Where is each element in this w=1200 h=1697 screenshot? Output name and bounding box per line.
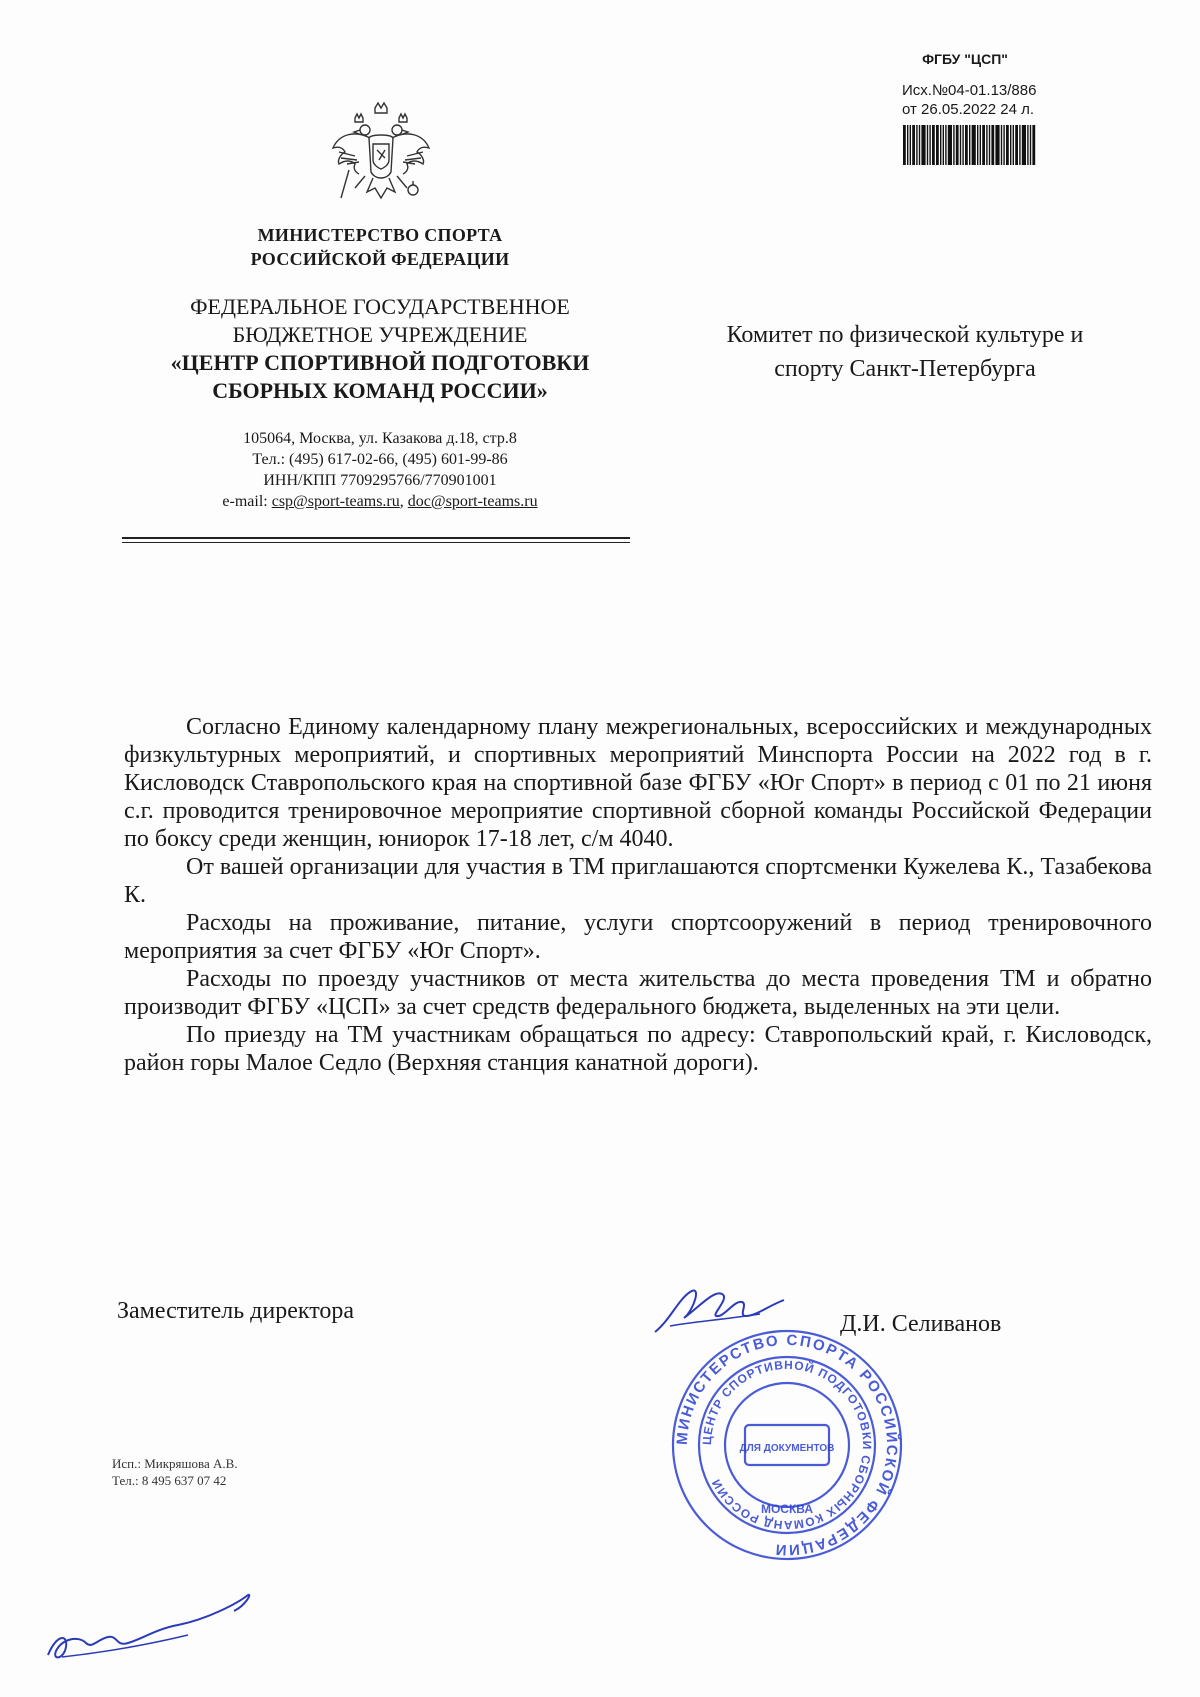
barcode-bar — [986, 125, 987, 165]
org-name-line-1: «ЦЕНТР СПОРТИВНОЙ ПОДГОТОВКИ — [170, 350, 590, 375]
seal-inner-text: ЦЕНТР СПОРТИВНОЙ ПОДГОТОВКИ СБОРНЫХ КОМАНД РОССИИ — [699, 1357, 875, 1533]
barcode-bar — [932, 125, 935, 165]
director-signature — [650, 1270, 790, 1350]
recipient-block — [680, 318, 1130, 386]
email-link-2[interactable]: doc@sport-teams.ru — [407, 493, 538, 510]
org-line-2: БЮДЖЕТНОЕ УЧРЕЖДЕНИЕ — [232, 322, 528, 347]
handwritten-signature — [38, 1585, 258, 1675]
seal-center-text: ДЛЯ ДОКУМЕНТОВ — [739, 1443, 835, 1454]
executor-phone: Тел.: 8 495 637 07 42 — [112, 1473, 227, 1488]
ministry-line-2: РОССИЙСКОЙ ФЕДЕРАЦИИ — [250, 249, 510, 269]
contact-block — [110, 428, 650, 512]
body-paragraph-1: Согласно Единому календарному плану межрегиональных, всероссийских и международных физкультурных мероприятий, и спортивных мероприятий Минспорта России на 2022 год в г. Кисловодск Ставропольского края на спортивной базе ФГБУ «Юг Спорт» в период с 01 по 21 июня с.г. проводится тренировочное мероприятие спортивной сборной команды Российской Федерации по боксу среди женщин, юниорок 17-18 лет, с/м 4040. — [124, 714, 1152, 852]
barcode-bar — [921, 125, 925, 165]
executor-block — [112, 1455, 238, 1489]
barcode-bar — [912, 125, 915, 165]
registration-stamp — [880, 50, 1050, 119]
postal-address: 105064, Москва, ул. Казакова д.18, стр.8 — [243, 430, 517, 447]
barcode-bar — [1015, 125, 1018, 165]
barcode-bar — [965, 125, 968, 165]
barcode-bar — [989, 125, 990, 165]
barcode-bar — [977, 125, 978, 165]
barcode-bar — [903, 125, 906, 165]
barcode-bar — [1030, 125, 1031, 165]
barcode-bar — [1001, 125, 1002, 165]
barcode-bar — [943, 125, 944, 165]
barcode-icon — [903, 125, 1045, 165]
body-paragraph-4: Расходы по проезду участников от места жительства до места проведения ТМ и обратно производит ФГБУ «ЦСП» за счет средств федерального бюджета, выделенных на эти цели. — [124, 966, 1152, 1020]
barcode-bar — [956, 125, 959, 165]
barcode-bar — [929, 125, 930, 165]
barcode-bar — [907, 125, 908, 165]
inn-kpp: ИНН/КПП 7709295766/770901001 — [263, 472, 497, 489]
registration-date: от 26.05.2022 24 л. — [902, 101, 1035, 118]
ministry-block — [110, 223, 650, 271]
barcode-bar — [991, 125, 994, 165]
registration-number: Исх.№04-01.13/886 — [902, 82, 1037, 99]
barcode-bar — [945, 125, 946, 165]
official-seal-icon — [667, 1325, 907, 1565]
barcode-bar — [1019, 125, 1020, 165]
recipient-line-1: Комитет по физической культуре и — [726, 322, 1084, 348]
body-paragraph-5: По приезду на ТМ участникам обращаться по адресу: Ставропольский край, г. Кисловодск, район горы Малое Седло (Верхняя станция канатной дороги). — [124, 1022, 1152, 1076]
barcode-bar — [980, 125, 981, 165]
russian-coat-of-arms-icon — [325, 100, 437, 212]
ministry-line-1: МИНИСТЕРСТВО СПОРТА — [257, 225, 503, 245]
barcode-bar — [1006, 125, 1009, 165]
body-paragraph-3: Расходы на проживание, питание, услуги спортсооружений в период тренировочного мероприятия за счет ФГБУ «Юг Спорт». — [124, 910, 1152, 964]
barcode-bar — [1013, 125, 1014, 165]
barcode-bar — [919, 125, 920, 165]
barcode-bar — [969, 125, 970, 165]
executor-name: Исп.: Микряшова А.В. — [112, 1456, 238, 1471]
email-link-1[interactable]: csp@sport-teams.ru — [271, 493, 400, 510]
email-line — [110, 491, 650, 512]
registration-org: ФГБУ "ЦСП" — [922, 51, 1008, 67]
barcode-bar — [1027, 125, 1028, 165]
recipient-line-2: спорту Санкт-Петербурга — [774, 356, 1036, 382]
signatory-name: Д.И. Селиванов — [840, 1311, 1002, 1337]
org-line-1: ФЕДЕРАЛЬНОЕ ГОСУДАРСТВЕННОЕ — [190, 294, 570, 319]
barcode-bar — [940, 125, 941, 165]
barcode-bar — [982, 125, 985, 165]
barcode-bar — [1010, 125, 1011, 165]
barcode-bar — [927, 125, 928, 165]
email-separator: , — [399, 493, 408, 510]
barcode-bar — [910, 125, 911, 165]
barcode-bar — [995, 125, 999, 165]
letterhead-divider-thin — [122, 542, 630, 543]
seal-city: МОСКВА — [760, 1502, 814, 1516]
seal-outer-text: МИНИСТЕРСТВО СПОРТА РОССИЙСКОЙ ФЕДЕРАЦИИ — [673, 1331, 901, 1559]
organization-type — [110, 293, 650, 349]
org-name-line-2: СБОРНЫХ КОМАНД РОССИИ» — [212, 378, 548, 403]
barcode-bar — [1003, 125, 1004, 165]
barcode-bar — [972, 125, 976, 165]
barcode-bar — [962, 125, 963, 165]
barcode-bar — [960, 125, 961, 165]
letterhead-divider — [122, 537, 630, 539]
phone-numbers: Тел.: (495) 617-02-66, (495) 601-99-86 — [252, 451, 508, 468]
barcode-bar — [948, 125, 952, 165]
organization-name — [110, 349, 650, 405]
barcode-bar — [916, 125, 917, 165]
barcode-bar — [1022, 125, 1026, 165]
letter-body — [124, 713, 1152, 1077]
barcode-bar — [1032, 125, 1035, 165]
body-paragraph-2: От вашей организации для участия в ТМ приглашаются спортсменки Кужелева К., Тазабекова К. — [124, 854, 1152, 908]
email-prefix: e-mail: — [222, 493, 272, 510]
signatory-position: Заместитель директора — [117, 1298, 355, 1324]
barcode-bar — [953, 125, 954, 165]
barcode-bar — [936, 125, 939, 165]
